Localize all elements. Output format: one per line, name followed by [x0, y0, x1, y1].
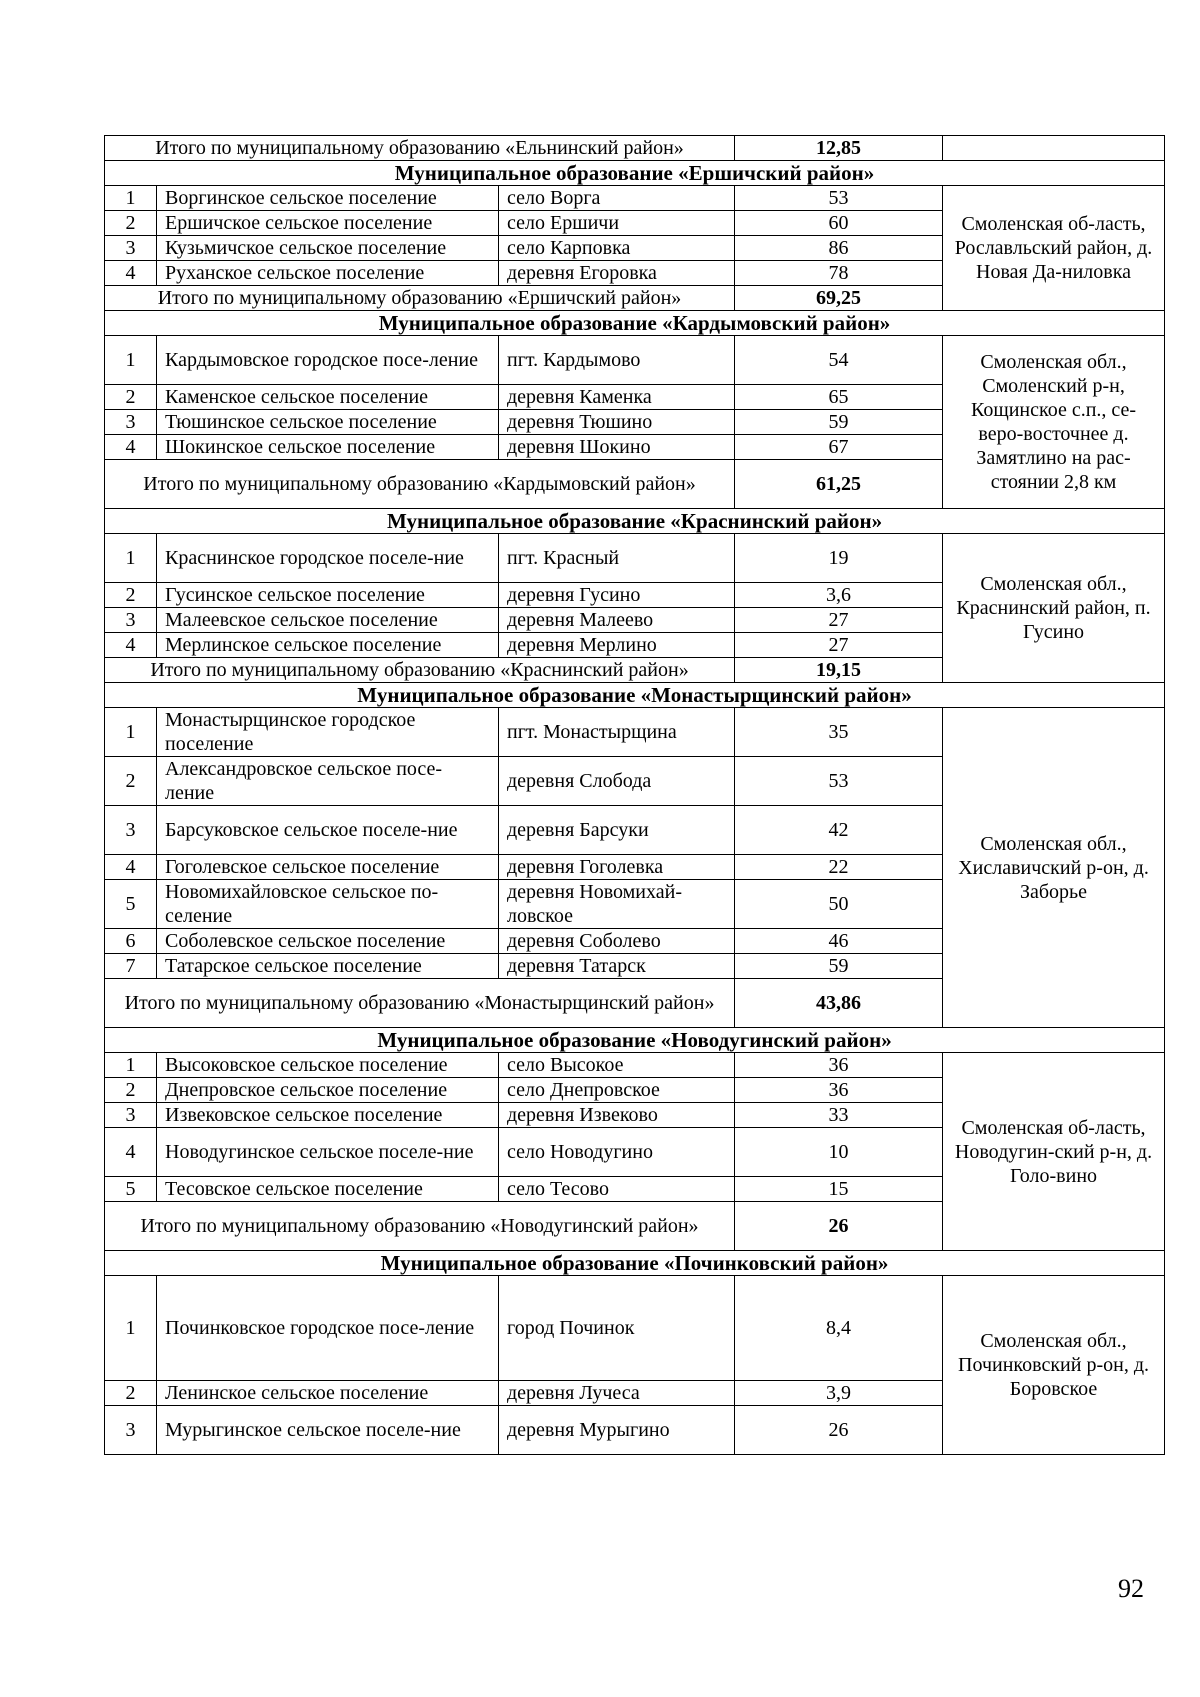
carry-total-row	[105, 136, 1165, 161]
row-number: 2	[105, 1381, 157, 1406]
admin-center: город Починок	[499, 1276, 735, 1381]
table-row	[105, 1276, 1165, 1381]
row-number: 5	[105, 880, 157, 929]
row-value: 60	[735, 211, 943, 236]
total-value: 19,15	[735, 658, 943, 683]
row-value: 15	[735, 1177, 943, 1202]
row-number: 1	[105, 1053, 157, 1078]
row-number: 3	[105, 236, 157, 261]
settlement-name: Ершичское сельское поселение	[157, 211, 499, 236]
row-value: 22	[735, 855, 943, 880]
row-number: 4	[105, 1128, 157, 1177]
admin-center: деревня Тюшино	[499, 410, 735, 435]
row-number: 3	[105, 1406, 157, 1455]
settlement-name: Гоголевское сельское поселение	[157, 855, 499, 880]
page-number: 92	[1118, 1574, 1144, 1603]
settlement-name: Воргинское сельское поселение	[157, 186, 499, 211]
total-label: Итого по муниципальному образованию «Краснинский район»	[105, 658, 735, 683]
settlement-name: Починковское городское посе-ление	[157, 1276, 499, 1381]
row-value: 36	[735, 1078, 943, 1103]
row-number: 2	[105, 1078, 157, 1103]
admin-center: деревня Малеево	[499, 608, 735, 633]
row-number: 3	[105, 608, 157, 633]
row-value: 3,9	[735, 1381, 943, 1406]
admin-center: деревня Лучеса	[499, 1381, 735, 1406]
settlement-name: Извековское сельское поселение	[157, 1103, 499, 1128]
row-value: 54	[735, 336, 943, 385]
site-location: Смоленская об-ласть, Рославльский район, д. Новая Да-ниловка	[943, 186, 1165, 311]
row-value: 10	[735, 1128, 943, 1177]
table-row	[105, 534, 1165, 583]
carry-total-value: 12,85	[735, 136, 943, 161]
row-number: 1	[105, 708, 157, 757]
admin-center: село Ершичи	[499, 211, 735, 236]
row-number: 2	[105, 757, 157, 806]
admin-center: деревня Слобода	[499, 757, 735, 806]
settlement-name: Мурыгинское сельское поселе-ние	[157, 1406, 499, 1455]
row-value: 35	[735, 708, 943, 757]
settlement-name: Тесовское сельское поселение	[157, 1177, 499, 1202]
row-number: 2	[105, 211, 157, 236]
settlement-name: Тюшинское сельское поселение	[157, 410, 499, 435]
table-row	[105, 1053, 1165, 1078]
section-header-row	[105, 1028, 1165, 1053]
table-row	[105, 708, 1165, 757]
total-label: Итого по муниципальному образованию «Новодугинский район»	[105, 1202, 735, 1251]
admin-center: деревня Мерлино	[499, 633, 735, 658]
total-value: 69,25	[735, 286, 943, 311]
settlement-name: Новомихайловское сельское по-селение	[157, 880, 499, 929]
table-row	[105, 336, 1165, 385]
settlement-name: Татарское сельское поселение	[157, 954, 499, 979]
settlement-name: Новодугинское сельское поселе-ние	[157, 1128, 499, 1177]
row-number: 4	[105, 435, 157, 460]
settlement-name: Кузьмичское сельское поселение	[157, 236, 499, 261]
admin-center: деревня Шокино	[499, 435, 735, 460]
row-value: 19	[735, 534, 943, 583]
row-value: 78	[735, 261, 943, 286]
admin-center: деревня Новомихай-ловское	[499, 880, 735, 929]
section-header-row	[105, 311, 1165, 336]
settlement-name: Соболевское сельское поселение	[157, 929, 499, 954]
site-location: Смоленская обл., Починковский р-он, д. Боровское	[943, 1276, 1165, 1455]
row-number: 1	[105, 186, 157, 211]
carry-total-label: Итого по муниципальному образованию «Ельнинский район»	[105, 136, 735, 161]
section-title: Муниципальное образование «Ершичский район»	[105, 161, 1165, 186]
carry-total-empty	[943, 136, 1165, 161]
row-value: 27	[735, 633, 943, 658]
row-value: 59	[735, 410, 943, 435]
section-header-row	[105, 1251, 1165, 1276]
section-header-row	[105, 683, 1165, 708]
admin-center: деревня Соболево	[499, 929, 735, 954]
row-value: 27	[735, 608, 943, 633]
site-location: Смоленская обл., Хиславичский р-он, д. Заборье	[943, 708, 1165, 1028]
total-value: 26	[735, 1202, 943, 1251]
settlement-name: Малеевское сельское поселение	[157, 608, 499, 633]
row-number: 2	[105, 583, 157, 608]
admin-center: деревня Извеково	[499, 1103, 735, 1128]
row-value: 46	[735, 929, 943, 954]
settlements-table	[104, 135, 1165, 1455]
row-value: 50	[735, 880, 943, 929]
row-number: 3	[105, 1103, 157, 1128]
settlement-name: Краснинское городское поселе-ние	[157, 534, 499, 583]
site-location: Смоленская об-ласть, Новодугин-ский р-н, д. Голо-вино	[943, 1053, 1165, 1251]
admin-center: село Днепровское	[499, 1078, 735, 1103]
row-number: 1	[105, 534, 157, 583]
admin-center: деревня Гусино	[499, 583, 735, 608]
admin-center: деревня Мурыгино	[499, 1406, 735, 1455]
admin-center: деревня Каменка	[499, 385, 735, 410]
site-location: Смоленская обл., Краснинский район, п. Гусино	[943, 534, 1165, 683]
row-number: 7	[105, 954, 157, 979]
section-title: Муниципальное образование «Монастырщинский район»	[105, 683, 1165, 708]
section-title: Муниципальное образование «Новодугинский район»	[105, 1028, 1165, 1053]
settlement-name: Мерлинское сельское поселение	[157, 633, 499, 658]
settlement-name: Барсуковское сельское поселе-ние	[157, 806, 499, 855]
row-number: 4	[105, 855, 157, 880]
row-value: 3,6	[735, 583, 943, 608]
admin-center: село Высокое	[499, 1053, 735, 1078]
settlement-name: Руханское сельское поселение	[157, 261, 499, 286]
row-number: 2	[105, 385, 157, 410]
section-header-row	[105, 509, 1165, 534]
row-number: 3	[105, 806, 157, 855]
settlement-name: Каменское сельское поселение	[157, 385, 499, 410]
admin-center: село Карповка	[499, 236, 735, 261]
row-number: 4	[105, 633, 157, 658]
admin-center: пгт. Кардымово	[499, 336, 735, 385]
section-title: Муниципальное образование «Кардымовский район»	[105, 311, 1165, 336]
row-number: 1	[105, 336, 157, 385]
settlement-name: Высоковское сельское поселение	[157, 1053, 499, 1078]
admin-center: деревня Егоровка	[499, 261, 735, 286]
admin-center: пгт. Монастырщина	[499, 708, 735, 757]
row-value: 36	[735, 1053, 943, 1078]
total-value: 61,25	[735, 460, 943, 509]
settlement-name: Гусинское сельское поселение	[157, 583, 499, 608]
admin-center: деревня Татарск	[499, 954, 735, 979]
total-label: Итого по муниципальному образованию «Кардымовский район»	[105, 460, 735, 509]
row-value: 8,4	[735, 1276, 943, 1381]
settlement-name: Кардымовское городское посе-ление	[157, 336, 499, 385]
row-value: 65	[735, 385, 943, 410]
table-row	[105, 186, 1165, 211]
row-value: 67	[735, 435, 943, 460]
row-number: 1	[105, 1276, 157, 1381]
admin-center: пгт. Красный	[499, 534, 735, 583]
total-value: 43,86	[735, 979, 943, 1028]
settlement-name: Ленинское сельское поселение	[157, 1381, 499, 1406]
row-value: 53	[735, 757, 943, 806]
settlement-name: Днепровское сельское поселение	[157, 1078, 499, 1103]
row-number: 5	[105, 1177, 157, 1202]
row-value: 59	[735, 954, 943, 979]
settlement-name: Шокинское сельское поселение	[157, 435, 499, 460]
total-label: Итого по муниципальному образованию «Монастырщинский район»	[105, 979, 735, 1028]
row-value: 33	[735, 1103, 943, 1128]
row-value: 42	[735, 806, 943, 855]
admin-center: село Новодугино	[499, 1128, 735, 1177]
site-location: Смоленская обл., Смоленский р-н, Кощинское с.п., се-веро-восточнее д. Замятлино на рас-стоянии 2,8 км	[943, 336, 1165, 509]
settlement-name: Александровское сельское посе-ление	[157, 757, 499, 806]
admin-center: деревня Гоголевка	[499, 855, 735, 880]
row-value: 26	[735, 1406, 943, 1455]
section-title: Муниципальное образование «Краснинский район»	[105, 509, 1165, 534]
section-title: Муниципальное образование «Починковский район»	[105, 1251, 1165, 1276]
row-number: 4	[105, 261, 157, 286]
admin-center: деревня Барсуки	[499, 806, 735, 855]
total-label: Итого по муниципальному образованию «Ершичский район»	[105, 286, 735, 311]
row-value: 86	[735, 236, 943, 261]
row-value: 53	[735, 186, 943, 211]
row-number: 6	[105, 929, 157, 954]
settlement-name: Монастырщинское городское поселение	[157, 708, 499, 757]
admin-center: село Ворга	[499, 186, 735, 211]
section-header-row	[105, 161, 1165, 186]
row-number: 3	[105, 410, 157, 435]
admin-center: село Тесово	[499, 1177, 735, 1202]
